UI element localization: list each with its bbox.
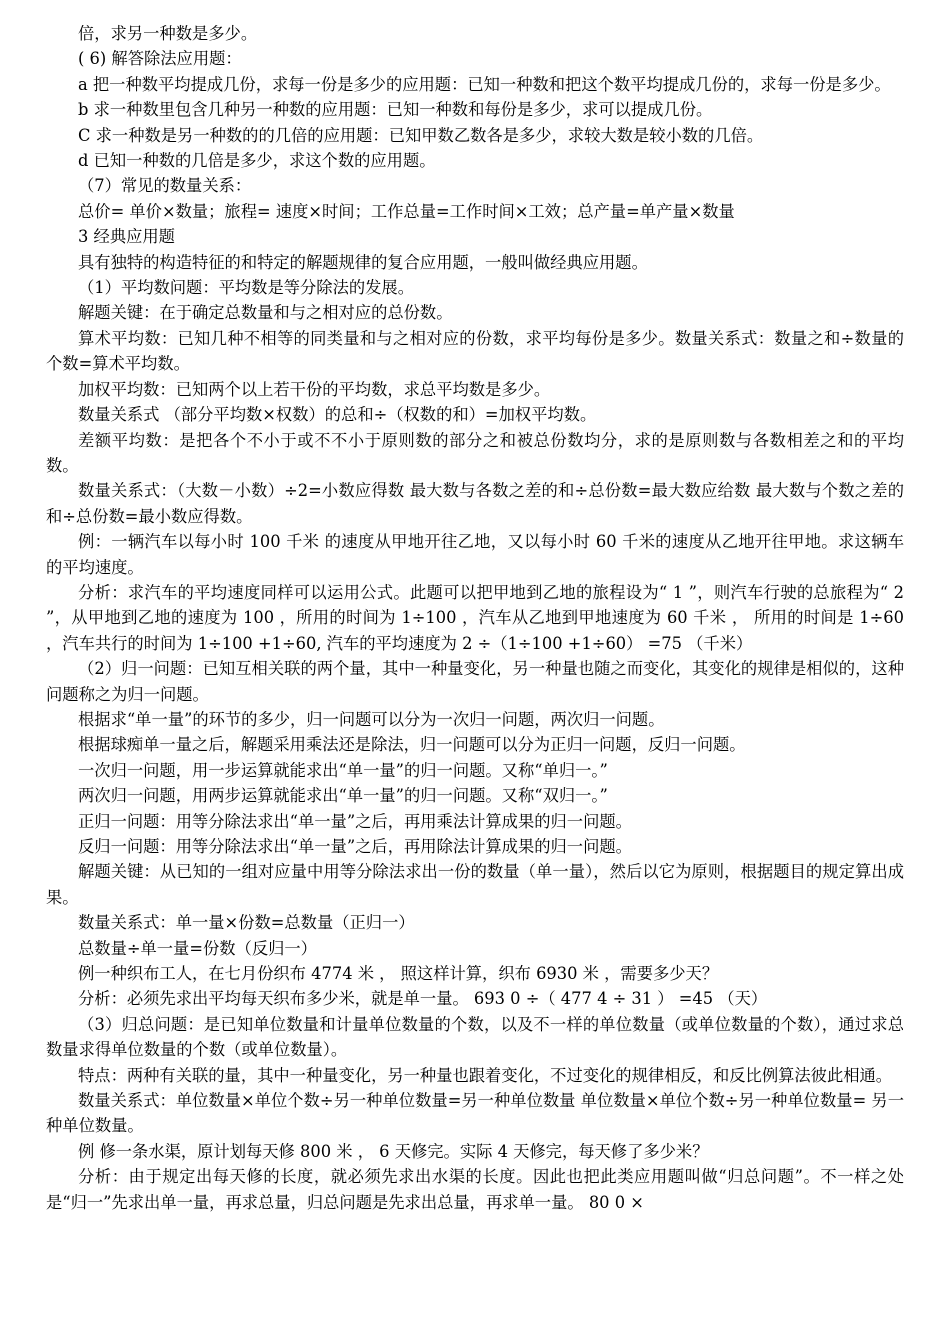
document-body — [46, 21, 904, 1215]
paragraph: 总数量÷单一量=份数（反归一） — [78, 938, 317, 958]
paragraph: 一次归一问题，用一步运算就能求出“单一量”的归一问题。又称“单归一。” — [78, 760, 608, 780]
paragraph: 加权平均数：已知两个以上若干份的平均数，求总平均数是多少。 — [78, 379, 551, 399]
section-heading: 3 经典应用题 — [78, 227, 175, 247]
paragraph: （3）归总问题：是已知单位数量和计量单位数量的个数，以及不一样的单位数量（或单位数量的个数），通过求总数量求得单位数量的个数（或单位数量）。 — [46, 1014, 904, 1060]
paragraph: （2）归一问题：已知互相关联的两个量，其中一种量变化，另一种量也随之而变化，其变化的规律是相似的，这种问题称之为归一问题。 — [46, 659, 904, 704]
paragraph: 数量关系式：单一量×份数=总数量（正归一） — [78, 913, 415, 933]
paragraph: d 已知一种数的几倍是多少，求这个数的应用题。 — [78, 151, 436, 171]
paragraph: 例 修一条水渠，原计划每天修 800 米 ， 6 天修完。实际 4 天修完，每天修了多少米？ — [78, 1141, 709, 1161]
paragraph: 两次归一问题，用两步运算就能求出“单一量”的归一问题。又称“双归一。” — [78, 786, 608, 806]
paragraph: b 求一种数里包含几种另一种数的应用题：已知一种数和每份是多少，求可以提成几份。 — [78, 100, 713, 120]
paragraph: 数量关系式 （部分平均数×权数）的总和÷（权数的和）=加权平均数。 — [78, 405, 597, 425]
paragraph: 正归一问题：用等分除法求出“单一量”之后，再用乘法计算成果的归一问题。 — [78, 811, 632, 831]
paragraph: C 求一种数是另一种数的的几倍的应用题：已知甲数乙数各是多少，求较大数是较小数的几倍。 — [78, 125, 764, 145]
paragraph: ( 6) 解答除法应用题： — [78, 49, 242, 69]
paragraph: 解题关键：从已知的一组对应量中用等分除法求出一份的数量（单一量），然后以它为原则，根据题目的规定算出成果。 — [46, 862, 904, 907]
paragraph: （7）常见的数量关系： — [78, 176, 252, 196]
paragraph: a 把一种数平均提成几份，求每一份是多少的应用题：已知一种数和把这个数平均提成几份的，求每一份是多少。 — [78, 74, 891, 94]
paragraph: （1）平均数问题：平均数是等分除法的发展。 — [78, 278, 414, 298]
paragraph: 数量关系式：单位数量×单位个数÷另一种单位数量=另一种单位数量 单位数量×单位个数÷另一种单位数量= 另一种单位数量。 — [46, 1091, 904, 1136]
paragraph: 根据求“单一量”的环节的多少，归一问题可以分为一次归一问题，两次归一问题。 — [78, 709, 665, 729]
paragraph: 解题关键：在于确定总数量和与之相对应的总份数。 — [78, 303, 453, 323]
paragraph: 特点：两种有关联的量，其中一种量变化，另一种量也跟着变化，不过变化的规律相反，和反比例算法彼此相通。 — [78, 1065, 893, 1085]
paragraph: 例一种织布工人，在七月份织布 4774 米 ， 照这样计算，织布 6930 米 ，需要多少天？ — [78, 964, 719, 984]
paragraph: 数量关系式：（大数－小数）÷2=小数应得数 最大数与各数之差的和÷总份数=最大数应给数 最大数与个数之差的和÷总份数=最小数应得数。 — [46, 481, 904, 526]
paragraph: 反归一问题：用等分除法求出“单一量”之后，再用除法计算成果的归一问题。 — [78, 837, 632, 856]
paragraph: 具有独特的构造特征的和特定的解题规律的复合应用题，一般叫做经典应用题。 — [78, 252, 648, 272]
paragraph: 算术平均数：已知几种不相等的同类量和与之相对应的份数，求平均每份是多少。数量关系式：数量之和÷数量的个数=算术平均数。 — [46, 328, 904, 374]
paragraph: 分析：必须先求出平均每天织布多少米，就是单一量。 693 0 ÷（ 477 4 ÷ 31 ） =45 （天） — [78, 989, 768, 1009]
paragraph: 例：一辆汽车以每小时 100 千米 的速度从甲地开往乙地，又以每小时 60 千米的速度从乙地开往甲地。求这辆车的平均速度。 — [46, 532, 904, 577]
paragraph: 根据球痴单一量之后，解题采用乘法还是除法，归一问题可以分为正归一问题，反归一问题。 — [78, 735, 746, 755]
paragraph: 总价= 单价×数量；旅程= 速度×时间；工作总量=工作时间×工效；总产量=单产量×数量 — [78, 201, 735, 221]
paragraph: 分析：求汽车的平均速度同样可以运用公式。此题可以把甲地到乙地的旅程设为“ 1 ”，则汽车行驶的总旅程为“ 2 ”，从甲地到乙地的速度为 100 ，所用的时间为 1÷100 ，汽车从乙地到甲地速度为 60 千米 ， 所用的时间是 1÷60 ，汽车共行的时间为 1÷100 +1÷60, 汽车的平均速度为 2 ÷（1÷100 +1÷60） =75 （千米） — [46, 582, 904, 653]
paragraph: 倍，求另一种数是多少。 — [78, 24, 258, 43]
paragraph: 差额平均数：是把各个不小于或不不小于原则数的部分之和被总份数均分，求的是原则数与各数相差之和的平均数。 — [46, 430, 904, 475]
paragraph: 分析：由于规定出每天修的长度，就必须先求出水渠的长度。因此也把此类应用题叫做“归总问题”。不一样之处是“归一”先求出单一量，再求总量，归总问题是先求出总量，再求单一量。 80 0 × — [46, 1167, 904, 1212]
